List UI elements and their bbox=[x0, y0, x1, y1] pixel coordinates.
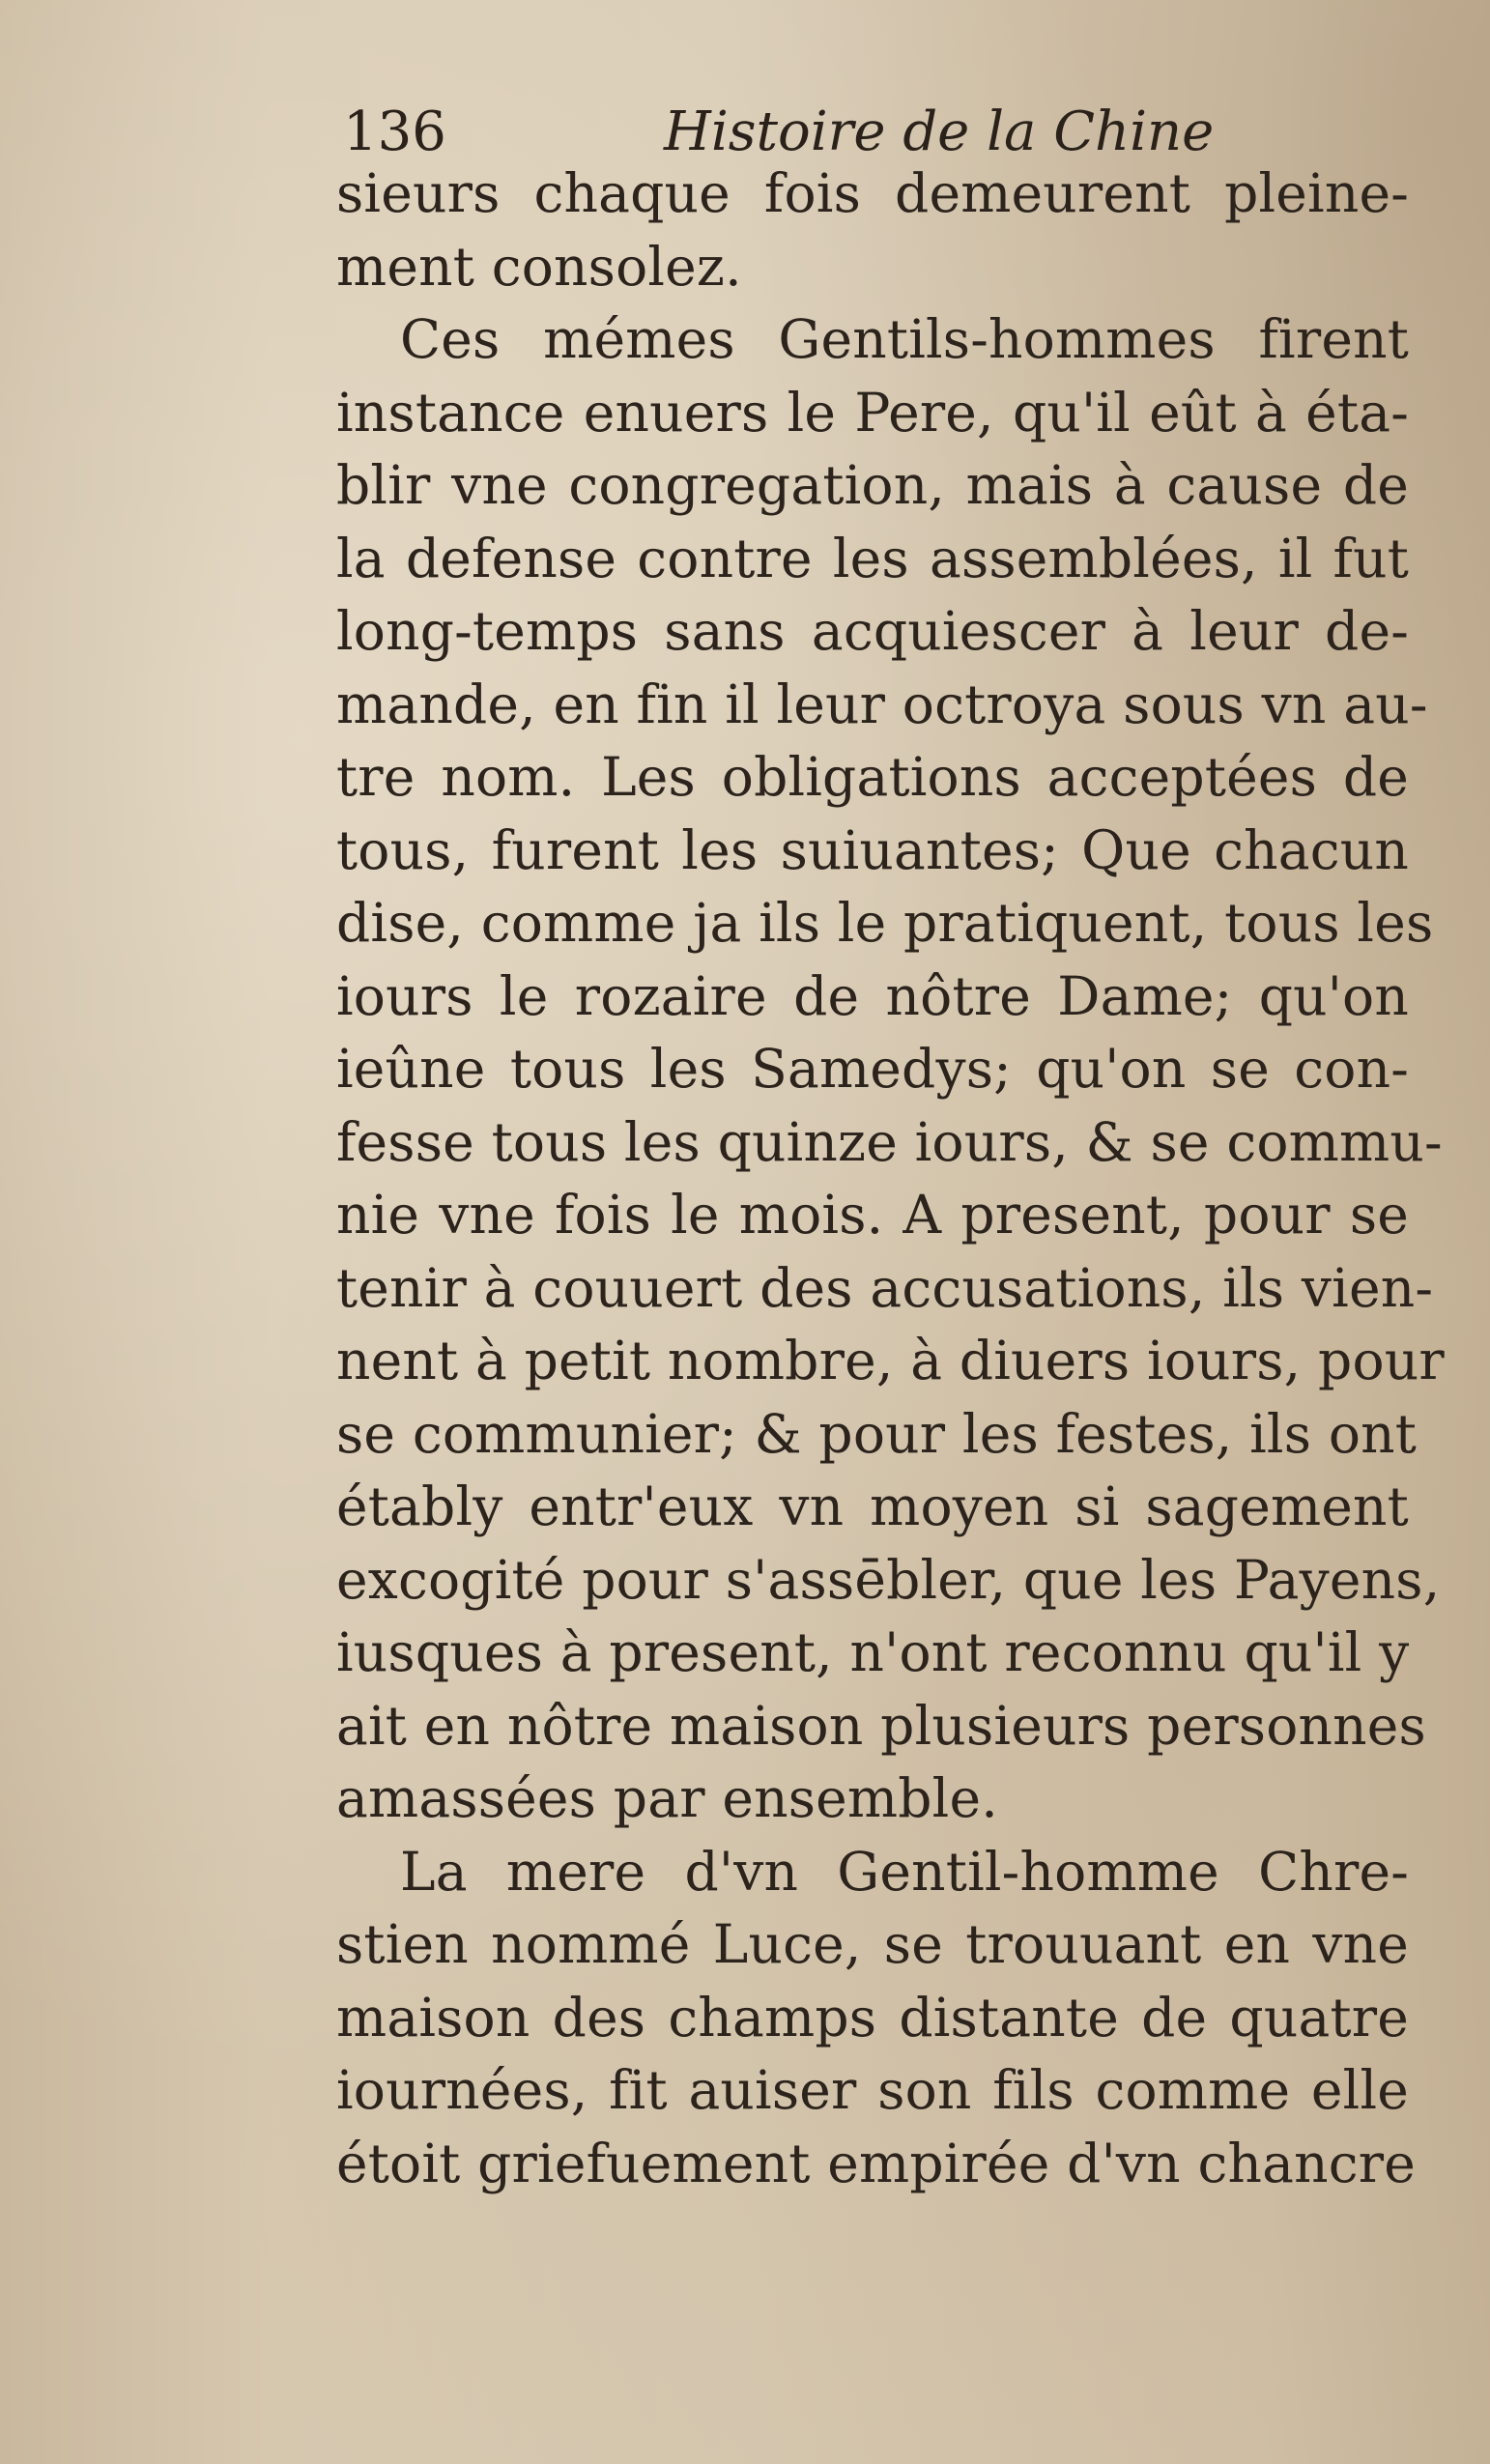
text-line: la defense contre les assemblées, il fut bbox=[336, 527, 1409, 589]
text-line: tre nom. Les obligations acceptées de bbox=[336, 746, 1409, 808]
text-line: tous, furent les suiuantes; Que chacun bbox=[336, 818, 1409, 881]
text-line: amassées par ensemble. bbox=[336, 1767, 998, 1829]
text-line: ait en nôtre maison plusieurs personnes bbox=[336, 1694, 1426, 1757]
text-line: nie vne fois le mois. A present, pour se bbox=[336, 1184, 1409, 1246]
text-line: instance enuers le Pere, qu'il eût à éta- bbox=[336, 381, 1409, 444]
text-line: sieurs chaque fois demeurent pleine- bbox=[336, 162, 1409, 224]
text-line: ieûne tous les Samedys; qu'on se con- bbox=[336, 1038, 1409, 1100]
text-line: stien nommé Luce, se trouuant en vne bbox=[336, 1913, 1409, 1975]
running-title: Histoire de la Chine bbox=[664, 100, 1215, 163]
text-line: maison des champs distante de quatre bbox=[336, 1986, 1409, 2049]
text-line: excogité pour s'assēbler, que les Payens, bbox=[336, 1548, 1441, 1611]
text-line: long-temps sans acquiescer à leur de- bbox=[336, 600, 1409, 662]
text-line: tenir à couuert des accusations, ils vien- bbox=[336, 1256, 1434, 1319]
text-line: étoit griefuement empirée d'vn chancre bbox=[336, 2132, 1416, 2194]
text-line: iusques à present, n'ont reconnu qu'il y bbox=[336, 1621, 1410, 1683]
paragraph-start-line: La mere d'vn Gentil-homme Chre- bbox=[400, 1840, 1409, 1903]
text-line: iournées, fit auiser son fils comme elle bbox=[336, 2059, 1409, 2121]
page-number: 136 bbox=[343, 100, 446, 163]
body-text bbox=[336, 158, 1445, 2200]
text-line: mande, en fin il leur octroya sous vn au- bbox=[336, 673, 1428, 735]
text-line: étably entr'eux vn moyen si sagement bbox=[336, 1476, 1409, 1537]
text-line: se communier; & pour les festes, ils ont bbox=[336, 1402, 1418, 1465]
text-line: iours le rozaire de nôtre Dame; qu'on bbox=[336, 964, 1409, 1027]
paragraph-start-line: Ces mémes Gentils-hommes firent bbox=[400, 308, 1409, 370]
text-line: nent à petit nombre, à diuers iours, pour bbox=[336, 1330, 1445, 1391]
text-line: fesse tous les quinze iours, & se commu- bbox=[336, 1110, 1443, 1173]
text-line: dise, comme ja ils le pratiquent, tous les bbox=[336, 892, 1434, 954]
text-line: blir vne congregation, mais à cause de bbox=[336, 454, 1409, 516]
text-line: ment consolez. bbox=[336, 235, 742, 298]
